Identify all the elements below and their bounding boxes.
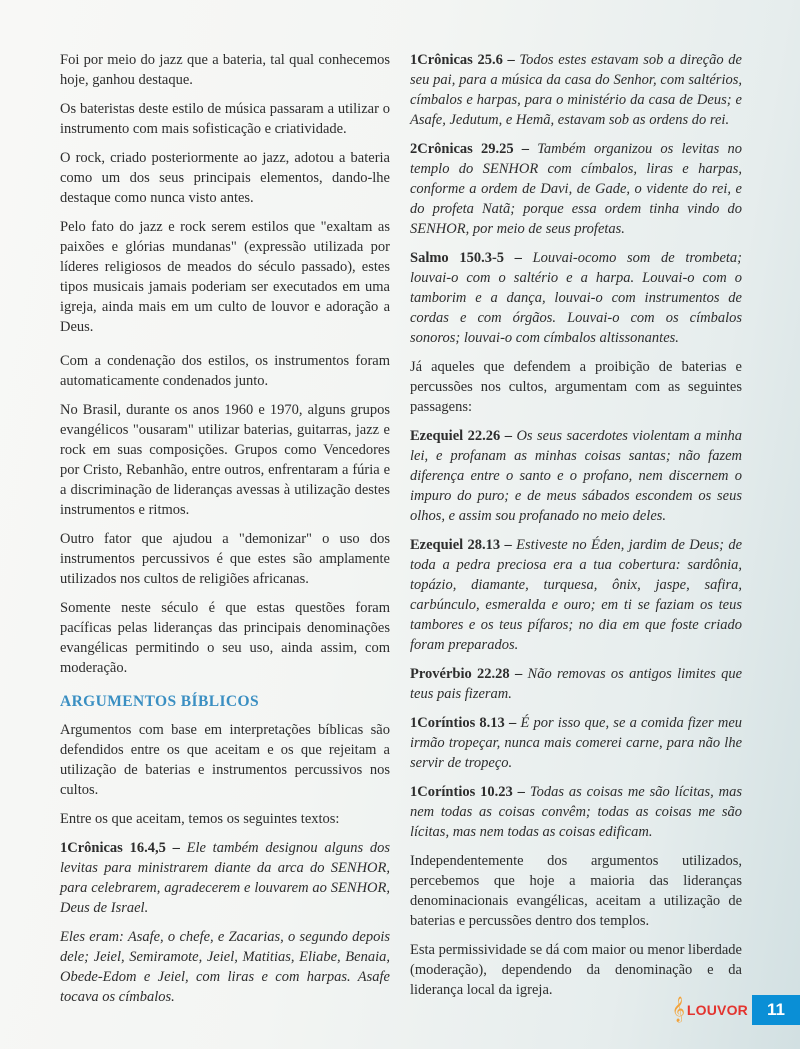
- verse-text: Estiveste no Éden, jardim de Deus; de toda a pedra preciosa era a tua cobertura: sardônia, topázio, diamante, turquesa, ônix, jaspe, safira, carbúnculo, esmeralda e ouro; em ti se faziam os teus tambores e os teus pífaros; no dia em que foste criado foram preparados.: [410, 537, 742, 653]
- page-footer: [672, 995, 800, 1025]
- verse-reference: 1Coríntios 8.13 –: [410, 715, 517, 731]
- verse-text: Não removas os antigos limites que teus pais fizeram.: [410, 666, 743, 702]
- paragraph: Esta permissividade se dá com maior ou menor liberdade (moderação), dependendo da denominação e da liderança local da igreja.: [410, 942, 742, 998]
- paragraph: Argumentos com base em interpretações bíblicas são defendidos entre os que aceitam e os que rejeitam a utilização de baterias e instrumentos percussivos nos cultos.: [60, 722, 390, 798]
- left-column: [60, 50, 390, 1016]
- verse-continuation: Eles eram: Asafe, o chefe, e Zacarias, o segundo depois dele; Jeiel, Semiramote, Jeiel, Matitias, Eliabe, Benaia, Obede-Edom e Jeiel, com liras e com harpas. Asafe tocava os címbalos.: [60, 929, 390, 1005]
- verse-reference: Ezequiel 22.26 –: [410, 428, 512, 444]
- paragraph: Pelo fato do jazz e rock serem estilos que "exaltam as paixões e glórias mundanas" (expressão utilizada por líderes religiosos de meados do século passado), estes tipos musicais jamais poderiam ser executados em uma igreja, ainda mais em um culto de louvor e adoração a Deus.: [60, 219, 390, 335]
- verse-block: [410, 426, 742, 526]
- paragraph: Outro fator que ajudou a "demonizar" o uso dos instrumentos percussivos é que estes são amplamente utilizados nos cultos de religiões africanas.: [60, 531, 390, 587]
- verse-reference: 1Coríntios 10.23 –: [410, 784, 525, 800]
- paragraph: Já aqueles que defendem a proibição de baterias e percussões nos cultos, argumentam com as seguintes passagens:: [410, 359, 742, 415]
- verse-text: Os seus sacerdotes violentam a minha lei, e profanam as minhas coisas santas; não fazem diferença entre o santo e o profano, nem discernem o impuro do puro; e de meus sábados escondem os seus olhos, e assim sou profanado no meio deles.: [410, 428, 742, 524]
- treble-clef-icon: 𝄞: [671, 997, 685, 1022]
- verse-text: Todas as coisas me são lícitas, mas nem todas as coisas convêm; todas as coisas me são lícitas, mas nem todas as coisas edificam.: [410, 784, 743, 840]
- paragraph: No Brasil, durante os anos 1960 e 1970, alguns grupos evangélicos "ousaram" utilizar baterias, guitarras, jazz e rock em suas composições. Grupos como Vencedores por Cristo, Rebanhão, entre outros, enfrentaram a fúria e a discriminação de lideranças avessas à utilização destes instrumentos e ritmos.: [60, 402, 390, 518]
- verse-reference: Salmo 150.3-5 –: [410, 250, 522, 266]
- right-column: [410, 50, 742, 1009]
- verse-reference: 2Crônicas 29.25 –: [410, 141, 530, 157]
- verse-text: É por isso que, se a comida fizer meu irmão tropeçar, nunca mais comerei carne, para não lhe servir de tropeço.: [410, 715, 743, 771]
- paragraph: Somente neste século é que estas questões foram pacíficas pelas lideranças das principais denominações evangélicas permitindo o seu uso, ainda assim, com moderação.: [60, 600, 390, 676]
- verse-block: [410, 139, 742, 239]
- verse-text: Também organizou os levitas no templo do SENHOR com címbalos, liras e harpas, conforme a ordem de Davi, de Gade, o vidente do rei, e do profeta Natã; porque essa ordem tinha vindo do SENHOR, por meio de seus profetas.: [410, 141, 742, 237]
- verse-block: [60, 838, 390, 918]
- verse-reference: 1Crônicas 25.6 –: [410, 52, 515, 68]
- paragraph: Os bateristas deste estilo de música passaram a utilizar o instrumento com mais sofisticação e criatividade.: [60, 101, 390, 137]
- paragraph: Foi por meio do jazz que a bateria, tal qual conhecemos hoje, ganhou destaque.: [60, 52, 390, 88]
- paragraph: Entre os que aceitam, temos os seguintes textos:: [60, 811, 340, 827]
- verse-block: [410, 50, 742, 130]
- verse-reference: Ezequiel 28.13 –: [410, 537, 512, 553]
- paragraph: O rock, criado posteriormente ao jazz, adotou a bateria como um dos seus principais elementos, dando-lhe destaque como nunca visto antes.: [60, 150, 390, 206]
- verse-block: [410, 713, 742, 773]
- verse-block: [410, 782, 742, 842]
- verse-reference: Provérbio 22.28 –: [410, 666, 523, 682]
- paragraph: Independentemente dos argumentos utilizados, percebemos que hoje a maioria das lideranças denominacionais evangélicas, aceitam a utilização de baterias e percussões dentro dos templos.: [410, 853, 742, 929]
- section-heading: ARGUMENTOS BÍBLICOS: [60, 693, 259, 710]
- verse-reference: 1Crônicas 16.4,5 –: [60, 840, 180, 856]
- magazine-brand: LOUVOR: [686, 1002, 748, 1018]
- page-number: 11: [752, 995, 800, 1025]
- verse-block: [410, 248, 742, 348]
- verse-text: Todos estes estavam sob a direção de seu pai, para a música da casa do Senhor, com saltérios, címbalos e harpas, para o ministério da casa de Deus; e Asafe, Jedutum, e Hemã, estavam sob as ordens do rei.: [410, 52, 742, 128]
- paragraph: Com a condenação dos estilos, os instrumentos foram automaticamente condenados junto.: [60, 353, 390, 389]
- verse-block: [410, 535, 742, 655]
- verse-text: Louvai-ocomo som de trombeta; louvai-o com o saltério e a harpa. Louvai-o com o tamborim e a dança, louvai-o com instrumentos de cordas e com órgãos. Louvai-o com os címbalos sonoros; louvai-o com címbalos altissonantes.: [410, 250, 743, 346]
- verse-block: [410, 664, 742, 704]
- verse-text: Ele também designou alguns dos levitas para ministrarem diante da arca do SENHOR, para celebrarem, agradecerem e louvarem ao SENHOR, Deus de Israel.: [60, 840, 390, 916]
